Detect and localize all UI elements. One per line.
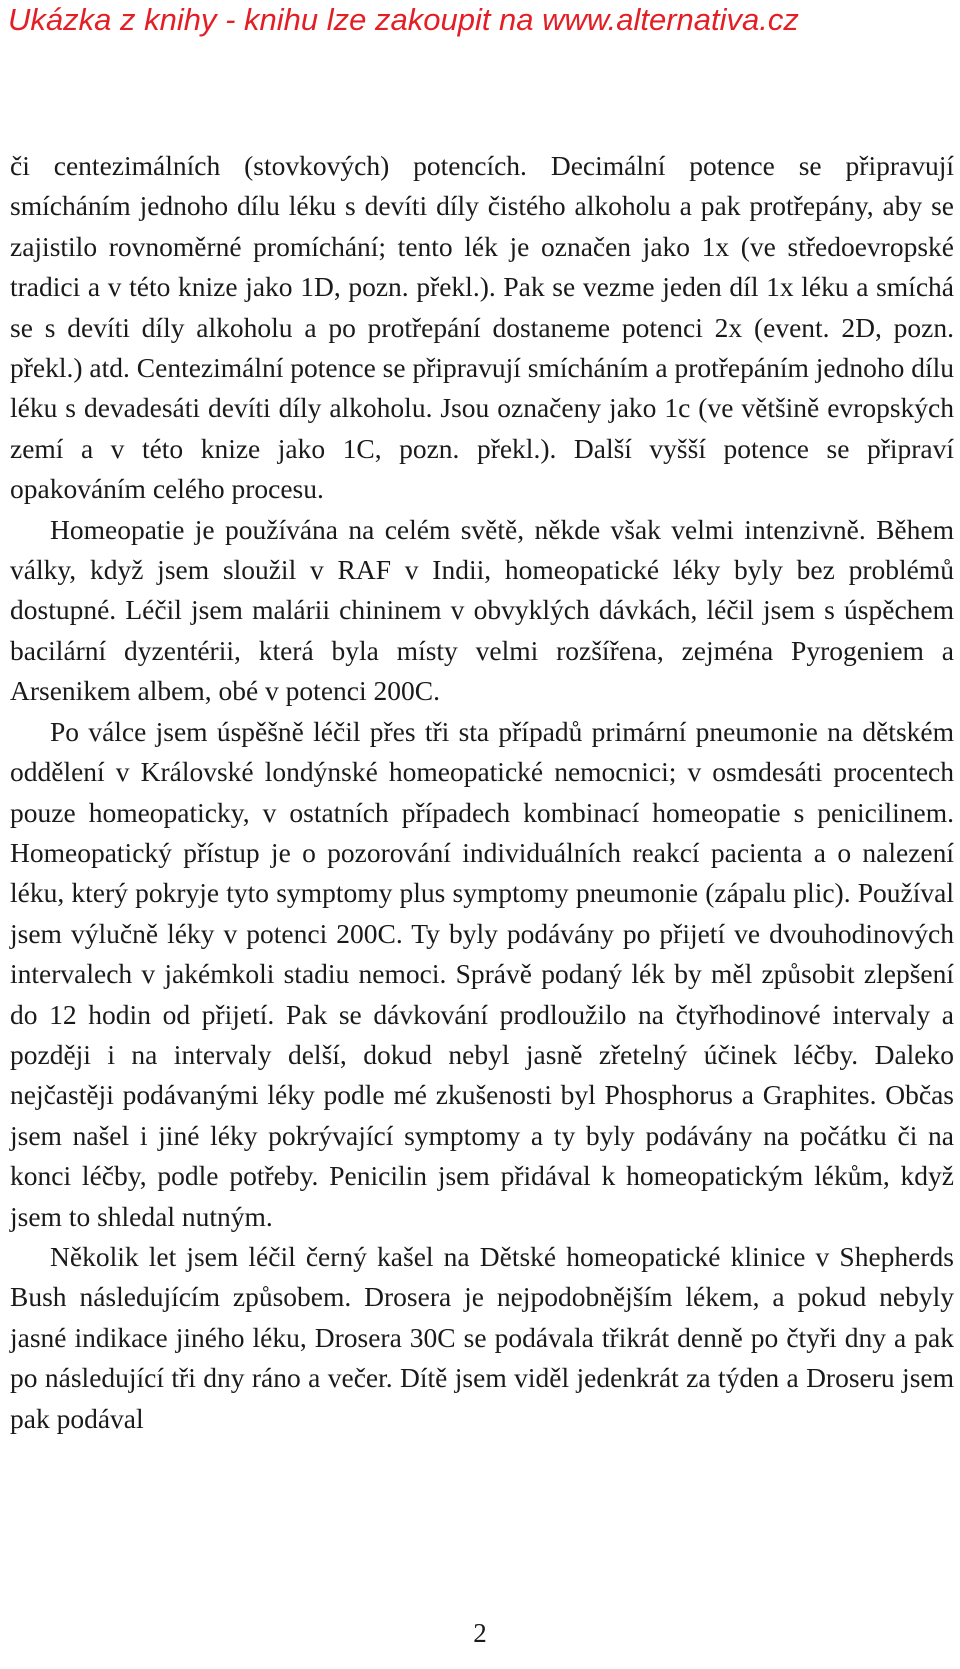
- paragraph-pneumonia: Po válce jsem úspěšně léčil přes tři sta případů primární pneumonie na dětském oddělení v Královské londýnské homeopatické nemocnici; v osmdesáti procentech pouze homeopaticky, v ostatních případech kombinací homeopatie s penicilinem. Homeopatický přístup je o pozorování individuálních reakcí pacienta a o nalezení léku, který pokryje tyto symptomy plus symptomy pneumonie (zápalu plic). Používal jsem výlučně léky v potenci 200C. Ty byly podávány po přijetí ve dvouhodinových intervalech v jakémkoli stadiu nemoci. Správě podaný lék by měl způsobit zlepšení do 12 hodin od přijetí. Pak se dávkování prodloužilo na čtyřhodinové intervaly a později i na intervaly delší, dokud nebyl jasně zřetelný účinek léčby. Daleko nejčastěji podávanými léky podle mé zkušenosti byl Phosphorus a Graphites. Občas jsem našel i jiné léky pokrývající symptomy a ty byly podávány na počátku či na konci léčby, podle potřeby. Penicilin jsem přidával k homeopatickým lékům, když jsem to shledal nutným.: [10, 715, 954, 1232]
- paragraph-homeopathy-world: Homeopatie je používána na celém světě, někde však velmi intenzivně. Během války, když jsem sloužil v RAF v Indii, homeopatické léky byly bez problémů dostupné. Léčil jsem malárii chininem v obvyklých dávkách, léčil jsem s úspěchem bacilární dyzentérii, která byla místy velmi rozšířena, zejména Pyrogeniem a Arsenikem albem, obé v potenci 200C.: [10, 513, 954, 707]
- book-page-text: [10, 146, 954, 1439]
- paragraph-whooping-cough: Několik let jsem léčil černý kašel na Dětské homeopatické klinice v Shepherds Bush následujícím způsobem. Drosera je nejpodobnějším lékem, a pokud nebyly jasné indikace jiného léku, Drosera 30C se podávala třikrát denně po čtyři dny a pak po následující tři dny ráno a večer. Dítě jsem viděl jedenkrát za týden a Droseru jsem pak podával: [10, 1240, 954, 1434]
- page-number: 2: [473, 1618, 487, 1648]
- paragraph-potencies: či centezimálních (stovkových) potencích. Decimální potence se připravují smícháním jednoho dílu léku s devíti díly čistého alkoholu a pak protřepány, aby se zajistilo rovnoměrné promíchání; tento lék je označen jako 1x (ve středoevropské tradici a v této knize jako 1D, pozn. překl.). Pak se vezme jeden díl 1x léku a smíchá se s devíti díly alkoholu a po protřepání dostaneme potenci 2x (event. 2D, pozn. překl.) atd. Centezimální potence se připravují smícháním a protřepáním jednoho dílu léku s devadesáti devíti díly alkoholu. Jsou označeny jako 1c (ve většině evropských zemí a v této knize jako 1C, pozn. překl.). Další vyšší potence se připraví opakováním celého procesu.: [10, 150, 954, 505]
- promo-banner-link[interactable]: Ukázka z knihy - knihu lze zakoupit na www.alternativa.cz: [8, 2, 799, 37]
